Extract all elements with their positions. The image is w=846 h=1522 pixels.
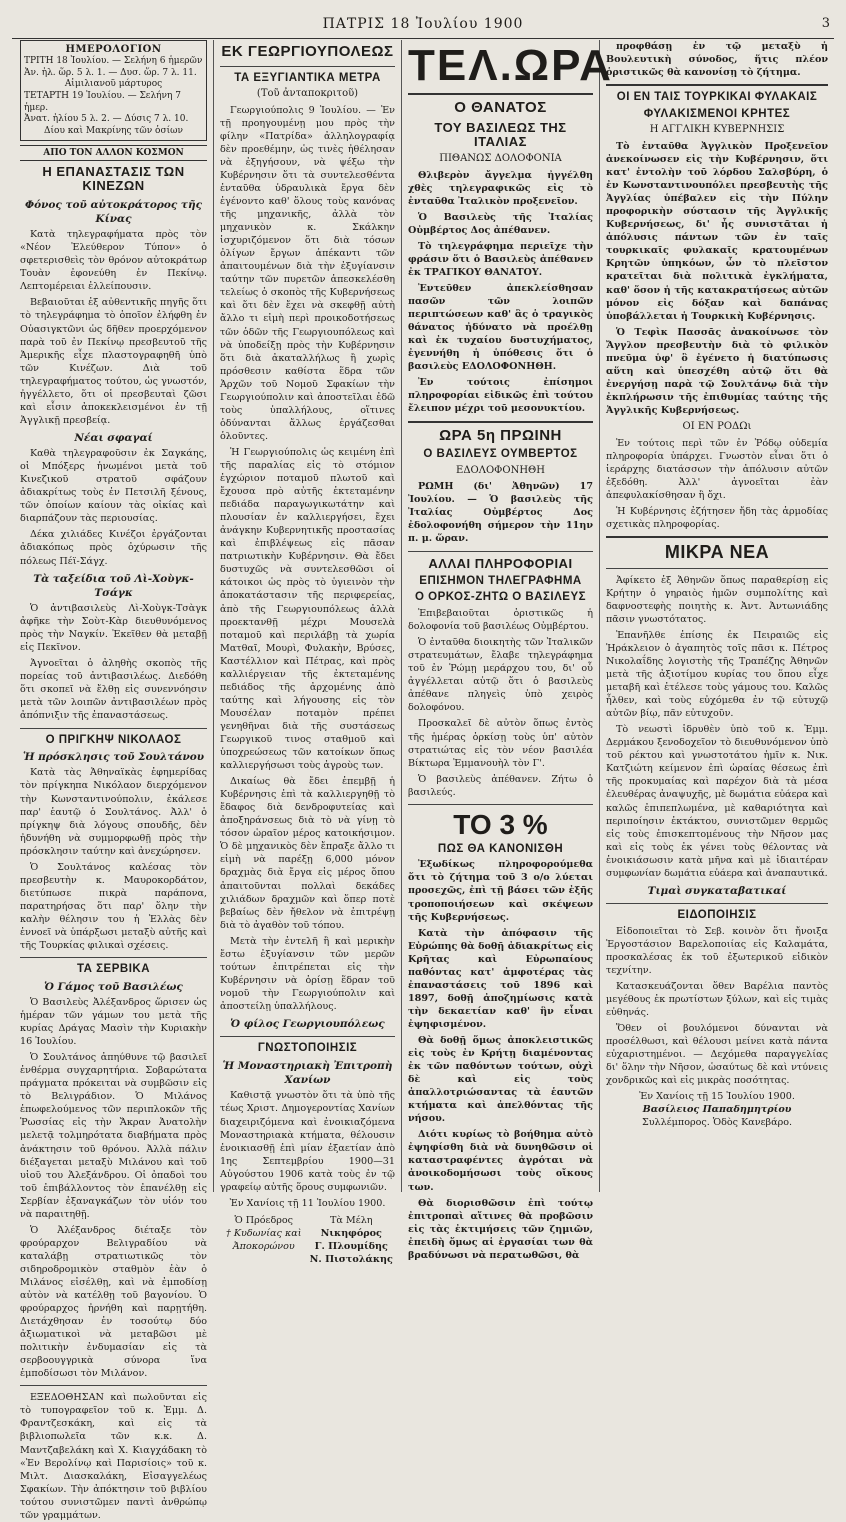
article-paragraph: Ἡ Γεωργιούπολις ὡς κειμένη ἐπὶ τῆς παραλίας εἰς τὸ στόμιον ἐγχώριον ποταμοῦ πλωτοῦ καὶ ἔχουσα πρὸ αὐτῆς ἐκτεταμένην πεδιάδα παραγωγικωτάτην καὶ πλουσίαν ἐν καλλιεργήσει, ἔχει ἀνάγκην Κυβερνητικῆς προστασίας καὶ ἐπιβλέψεως εἰς πᾶσαν πατριωτικὴν Κυβέρνησιν. Θὰ ἔδει δυστυχῶς νὰ συντελεσθῶσι οἱ κάτοικοι ὡς πρὸς τὸ ὑγιεινὸν τὴν ἀποκατάστασιν τῆς περιφερείας, ἀπὸ τῆς Γεωργιουπόλεως ἀλλὰ προεκτανθῇ μέχρι Μουσελὰ ποταμοῦ καὶ περιλάβῃ τὰ χωρία Ματθαῖ, Μουρὶ, Φυλακὴν, Βρύσες, Καστέλλιον καὶ Πέτρας, καὶ πρὸς καλλιέργειαν τῆς ἐκτεταμένης πεδιάδος τῆς ἀρχομένης ἀπὸ ταύτης καὶ λήγουσης εἰς τὸν Μουσέλαν ποταμὸν πρέπει γενηθῆναι διὰ τῆς συστάσεως Γεωργικοῦ τινος σταθμοῦ καὶ ὑποχρεώσεως τῶν κατοίκων ὅπως καλλιεργήσωσι τοὺς ἀγροὺς των. xyxy=(220,446,395,772)
subheading: Νέαι σφαγαί xyxy=(74,431,153,444)
divider xyxy=(20,728,207,729)
member-name: Ν. Πιστολάκης xyxy=(309,1253,393,1265)
headline-georgioupolis: ΕΚ ΓΕΩΡΓΙΟΥΠΟΛΕΩΣ xyxy=(221,43,394,60)
byline: (Τοῦ ἀνταποκριτοῦ) xyxy=(256,88,359,100)
divider xyxy=(20,957,207,958)
headline-last-hour: ΤΕΛ.ΩΡΑ xyxy=(408,41,613,90)
article-paragraph: Κατὰ τὰς Ἀθηναϊκὰς ἐφημερίδας τὸν πρίγκηπα Νικόλαον διερχόμενον τὴν Κωνσταντινούπολιν, ἐκάλεσε παρ' ἑαυτῷ ὁ Σουλτάνος. Ἀλλ' ὁ πρίγκηψ διὰ λόγους σπουδῆς, δὲν ἠδυνήθη νὰ συμμορφωθῇ πρὸς τὴν πρόσκλησιν ταύτην καὶ ἀνεχώρησεν. xyxy=(20,767,207,857)
headline-serbian: ΤΑ ΣΕΡΒΙΚΑ xyxy=(76,963,151,976)
member-name: Νικηφόρος xyxy=(320,1227,382,1239)
article-paragraph: Ὁ Βασιλεὺς τῆς Ἰταλίας Οὐμβέρτος Δος ἀπέθανεν. xyxy=(408,211,593,236)
president-block xyxy=(220,1214,308,1266)
headline-oath: Ο ΟΡΚΟΣ-ΖΗΤΩ Ο ΒΑΣΙΛΕΥΣ xyxy=(414,591,587,604)
article-paragraph: Θὰ διορισθῶσιν ἐπὶ τούτῳ ἐπιτροπαὶ αἵτινες θὰ προβῶσιν εἰς τὰς ἐκτιμήσεις τῶν ζημιῶν, ἐπειδὴ ὅμως αἱ ἐργασίαι των θὰ βραδύνωσι νὰ περατωθῶσι, θὰ xyxy=(408,1197,593,1261)
article-paragraph: Δικαίως θὰ ἔδει ἐπεμβῇ ἡ Κυβέρνησις ἐπὶ τὰ καλλιεργηθῇ τὸ ἔδαφος διὰ δενδροφυτείας καὶ ἀποξηράνσεως διὰ τὸ νὰ γίνῃ τὸ τόσον ὡραῖον μέρος κατοικήσιμον. Ὁ δὲ μηχανικὸς δὲν ἔπραξε ἄλλο τι εἰμὴ νὰ παρέξῃ 6,000 μόνον δραχμὰς διὰ ἔργα εἰς μέρος ὅπου ἀπαιτοῦνται πολλαὶ δεκάδες χιλιάδων δραχμῶν καὶ ὅπερ ποτὲ βεβαίως δὲν ἤθελον νὰ ἐπιτρέψῃ διὰ τὸ ἀγαθὸν τοῦ τόπου. xyxy=(220,776,395,931)
subheading: Τὰ ταξείδια τοῦ Λὶ-Χοὺγκ-Τσάγκ xyxy=(33,572,194,599)
divider xyxy=(606,568,828,569)
calendar-box xyxy=(20,40,207,141)
headline-chinese-revolution: Η ΕΠΑΝΑΣΤΑΣΙΣ ΤΩΝ ΚΙΝΕΖΩΝ xyxy=(42,164,185,194)
article-paragraph: Κατὰ τὴν ἀπόφασιν τῆς Εὐρώπης θὰ δοθῇ ἀδιακρίτως εἰς Κρῆτας καὶ Εὐρωπαίους παθόντας κατ' ἀμφοτέρας τὰς ἐπαναστάσεις τοῦ 1896 καὶ 1897, δοθῇ ἀποζημίωσις κατὰ τὴν δεκαετίαν καθ' ἣν εἶναι ἐψηφισμένον. xyxy=(408,927,593,1030)
column-1 xyxy=(14,40,214,1521)
headline-notification: ΕΙΔΟΠΟΙΗΣΙΣ xyxy=(677,909,757,922)
divider xyxy=(408,804,593,805)
headline-king-italy: ΤΟΥ ΒΑΣΙΛΕΩΣ ΤΗΣ ΙΤΑΛΙΑΣ xyxy=(434,119,567,149)
notice-date: Ἐν Χανίοις τῇ 11 Ἰουλίου 1900. xyxy=(229,1197,386,1209)
headline-cretan-prisoners: ΦΥΛΑΚΙΣΜΕΝΟΙ ΚΡΗΤΕΣ xyxy=(643,107,791,120)
headline-short-news: ΜΙΚΡΑ ΝΕΑ xyxy=(664,541,770,562)
article-paragraph: Ἀφίκετο ἐξ Ἀθηνῶν ὅπως παραθερίσῃ εἰς Κρήτην ὁ γηραιὸς ἡμῶν συμπολίτης καὶ δαφνοστεφὴς ποιητὴς κ. Ἀντ. Ἀντωνιάδης πᾶσιν γνωστότατος. xyxy=(606,574,828,625)
article-paragraph: Ὁ Ἀλέξανδρος διέταξε τὸν φρούραρχον Βελιγραδίου νὰ καταλάβῃ στρατιωτικῶς τὸν σιδηροδρομικὸν σταθμὸν ἐὰν ὁ Μιλάνος εἰσέλθῃ, καὶ νὰ ἐμποδίσῃ αὐτὸν νὰ κατέλθῃ τοῦ βαγονίου. Ὁ φρούραρχος ἠρνήθη καὶ παρῃτήθη. Διετάχθησαν ἐν τοσούτῳ δύο ἀξιωματικοὶ νὰ μεταβῶσι μὲ πολιτικὴν ἐνδυμασίαν εἰς τὰ σερβοουγγρικὰ σύνορα ἵνα ἐμποδίσωσι τὸν Μιλάνον. xyxy=(20,1224,207,1380)
article-paragraph: Ἡ Κυβέρνησις ἐζήτησεν ἤδη τὰς ἁρμοδίας σχετικὰς πληροφορίας. xyxy=(606,505,828,530)
article-paragraph: Ὅθεν οἱ βουλόμενοι δύνανται νὰ προσέλθωσι, καὶ θέλουσι μείνει κατὰ πάντα εὐχαριστημένοι. — Δεχόμεθα παραγγελίας δι' ὅλην τὴν Νῆσον, ὡσαύτως δὲ καὶ ντύνεις χονδρικῶς καὶ εἰς μικρὰς ποσότητας. xyxy=(606,1023,828,1087)
article-paragraph: Τὸ ἐνταῦθα Ἀγγλικὸν Προξενεῖον ἀνεκοίνωσεν εἰς τὴν Κυβέρνησιν, ὅτι κατ' ἐντολὴν τοῦ λόρδου Σαλσβύρη, ὁ ἐν Κωνσταντινουπόλει πρεσβευτὴς τῆς Ἀγγλίας ὑπέβαλεν εἰς τὴν Πύλην προφορικὴν σύστασιν τῆς Ἀγγλικῆς Κυβερνήσεως, δι' ἧς συνιστᾶται ἡ ἀπόλυσις πάντων τῶν ἐν ταῖς τουρκικαῖς φυλακαῖς κρατουμένων Κρητῶν ὑπηκόων, ὧν τὸ πλεῖστον κρατεῖται διὰ πολιτικὰ ἐγκλήματα, καθ' ὅσον ἡ τῆς κατακρατήσεως αὐτῶν μόνον εἰς δόξαν καὶ δαπάνας ὑποβάλλεται ἡ Τουρκικὴ Κυβέρνησις. xyxy=(606,141,828,322)
article-paragraph: Ὁ Τεφὶκ Πασσᾶς ἀνακοίνωσε τὸν Ἄγγλον πρεσβευτὴν διὰ τὸ φιλικὸν πνεῦμα ὑφ' ὃ ἐγένετο ἡ διατύπωσις αὕτη καὶ ὑπεσχέθη αὐτῷ ὅτι θὰ ἐνεργήσῃ παρὰ τῷ Σουλτάνῳ διὰ τὴν ἐκπλήρωσιν τῆς ἐπιθυμίας ταύτης τῆς Ἀγγλικῆς Κυβερνήσεως. xyxy=(606,326,828,416)
article-paragraph: Ἐν τούτοις περὶ τῶν ἐν Ῥόδῳ οὐδεμία πληροφορία ὑπάρχει. Γνωστὸν εἶναι ὅτι ὁ ἱεράρχης διατάσσων τὴν ἀπόλυσιν αὐτῶν ἐξεδόθη. Ἀλλ' ἀγνοεῖται ἐὰν ἀπεφυλακίσθησαν ἢ ὄχι. xyxy=(606,437,828,501)
masthead-title: ΠΑΤΡΙΣ 18 Ἰουλίου 1900 xyxy=(322,16,524,32)
headline-other-info: ΑΛΛΑΙ ΠΛΗΡΟΦΟΡΙΑΙ xyxy=(428,555,573,571)
member-name: Γ. Πλουμίδης xyxy=(314,1240,388,1252)
headline-sanitation-measures: ΤΑ ΕΞΥΓΙΑΝΤΙΚΑ ΜΕΤΡΑ xyxy=(234,71,381,84)
article-paragraph: Ὁ Βασιλεὺς Ἀλέξανδρος ὥρισεν ὡς ἡμέραν τῶν γάμων του μετὰ τῆς κυρίας Δράγας Μασὶν τὴν Κυριακὴν 16 Ἰουλίου. xyxy=(20,996,207,1048)
subheading: Ἡ πρόσκλησις τοῦ Σουλτάνου xyxy=(22,751,205,764)
headline-prince-nicholas: Ο ΠΡΙΓΚΗΨ ΝΙΚΟΛΑΟΣ xyxy=(45,733,182,746)
headline-how-settled: ΠΩΣ ΘΑ ΚΑΝΟΝΙΣΘΗ xyxy=(437,842,564,855)
divider xyxy=(408,421,593,423)
article-paragraph: Εἰδοποιεῖται τὸ Σεβ. κοινὸν ὅτι ἤνοιξα Ἐργοστάσιον Βαρελοποιίας εἰς Καλαμάτα, προσκαλέσας ἐκ τοῦ ἐξωτερικοῦ εἰδικὸν τεχνίτην. xyxy=(606,925,828,976)
columns xyxy=(14,40,834,1521)
divider xyxy=(606,536,828,538)
president-name: † Κυδωνίας καὶ Ἀποκορώνου xyxy=(226,1227,302,1252)
signature: Ὁ φίλος Γεωργιουπόλεως xyxy=(230,1017,385,1030)
article-paragraph: Ἀγνοεῖται ὁ ἀληθὴς σκοπὸς τῆς πορείας τοῦ ἀντιβασιλέως. Διεδόθη ὅτι σκοπεῖ νὰ ἔλθῃ εἰς συνεννόησιν μετὰ τῶν λοιπῶν ἀντιβασιλέων πρὸς ἀπόπνιξιν τῆς ἐπαναστάσεως. xyxy=(20,658,207,722)
headline-3-percent: ΤΟ 3 % xyxy=(453,808,548,840)
divider xyxy=(220,66,395,67)
divider xyxy=(606,903,828,904)
divider xyxy=(606,84,828,86)
article-paragraph: Ἐπανῆλθε ἐπίσης ἐκ Πειραιῶς εἰς Ἡράκλειον ὁ ἀγαπητὸς τοῖς πᾶσι κ. Πέτρος Νικολαΐδης λογιστὴς τῆς Τραπέζης Ἀθηνῶν μετὰ τῆς ἀξιοτίμου κυρίας του ὅπου εἶχε μεταβῆ καὶ ἐτέλεσε τοὺς γάμους του. Καλῶς ἦλθεν, καὶ τοὺς εὐχόμεθα ἐν τῷ εὐτυχῷ αὐτῶν βίῳ, πᾶν εὐτυχοῦν. xyxy=(606,629,828,720)
article-paragraph: Διότι κυρίως τὸ βοήθημα αὐτὸ ἐψηφίσθη διὰ νὰ δυνηθῶσιν οἱ καταστραφέντες ἀγρόται νὰ ἀνοικοδομήσωσι τοὺς οἴκους των. xyxy=(408,1129,593,1193)
calendar-line: ΤΕΤΑΡΤΗ 19 Ἰουλίου. — Σελήνη 7 ἡμερ. xyxy=(24,91,182,113)
calendar-line: Ἀνατ. ἡλίου 5 λ. 2. — Δύσις 7 λ. 10. xyxy=(24,114,189,125)
members-label: Τὰ Μέλη xyxy=(329,1214,373,1226)
calendar-line: Ἀν. ἡλ. ὥρ. 5 λ. 1. — Δυσ. ὥρ. 7 λ. 11. xyxy=(24,67,197,78)
subheading: ΕΔΟΛΟΦΟΝΗΘΗ xyxy=(456,464,545,476)
article-paragraph: Κατὰ τηλεγραφήματα πρὸς τὸν «Νέον Ἐλεύθερον Τύπον» ὁ σφετερισθεὶς τὸν θρόνον αὐτοκράτωρ Τουὰν ἐφονεύθη ἐν Πεκίνῳ. Λεπτομέρειαι ἐλλείπουσιν. xyxy=(20,229,207,293)
article-paragraph: Καθιστᾷ γνωστὸν ὅτι τὰ ὑπὸ τῆς τέως Χριστ. Δημογεροντίας Χανίων διαχειριζόμενα καὶ ἐνοικιαζόμενα Μοναστηριακὰ κτήματα, θέλουσιν ἐνοικιασθῇ ἐπὶ μίαν ἐξαετίαν ἀπὸ 1ης Σεπτεμβρίου 1900—31 Αὐγούστου 1906 κατὰ τοὺς ἐν τῷ γραφείῳ αὐτῆς ὅρους συμφωνιῶν. xyxy=(220,1090,395,1193)
headline-king-umberto: Ο ΒΑΣΙΛΕΥΣ ΟΥΜΒΕΡΤΟΣ xyxy=(423,448,578,461)
article-paragraph: προφθάσῃ ἐν τῷ μεταξὺ ἡ Βουλευτικὴ σύνοδος, ἥτις πλέον ὁριστικῶς θὰ κανονίσῃ τὸ ζήτημα. xyxy=(606,41,828,79)
divider xyxy=(408,551,593,552)
article-paragraph: Γεωργιούπολις 9 Ἰουλίου. — Ἐν τῇ προηγουμένῃ μου πρὸς τὴν φίλην «Πατρίδα» ἀλληλογραφίᾳ δὲν προεθέμην, ὡς τινὲς ἠθέλησαν νὰ ἐξηγήσουν, νὰ ψέξω τὴν Κυβέρνησιν ὅτι τὰ συντελεσθέντα ἐνταῦθα ὑδραυλικὰ ἔργα δὲν ἐγένοντο καθ' ὅλους τοὺς κανόνας τῆς μηχανικῆς, ἀλλὰ τὸν μηχανικὸν κ. Σκάλκην ἰσχυριζόμενον ὅτι διὰ τόσων ὀλίγων ἔργων ἀπέκαντι τῶν ἀπαιτουμένων διὰ τὴν ἐξυγίανσιν ταύτην τῶν πυρετῶν ἀπεσκελέσθη τελείως ὁ σκοπὸς τῆς Κυβερνήσεως καὶ ὅτι δὲν ἔχει νὰ σκεφθῇ αὐτὴ ἄλλο τι εἰμὴ περὶ προικοδοτήσεως τῶν ὁδῶν τῆς Γεωργιουπόλεως καὶ νὰ ὑποδείξῃ πρὸς τὴν Κυβέρνησιν ὅτι διὰ ἀκαταλλήλως ἢ χωρὶς πρόσθεσιν καθίστα ἕδρα τῶν Ἀρχῶν τοῦ Νομοῦ Σφακίων τὴν Γεωργιούπολιν καὶ ἀποστεῖλαι ἐδῶ τοὺς ὑπαλλήλους, οἵτινες ὁδύνανται ἄλλως ἐργάζεσθαι ὁλοῦντες. xyxy=(220,104,395,442)
article-paragraph: Ὁ Σουλτάνος καλέσας τὸν πρεσβευτὴν κ. Μαυροκορδάτον, διετύπωσε πικρὰ παράπονα, παρατηρήσας ὅτι παρ' ὅλην τὴν καλὴν θέλησιν του ἡ Ἑλλὰς δὲν ἐννοεῖ νὰ ὑπάρξωσι μεταξὺ αὐτῆς καὶ τῆς Τουρκίας φιλικαὶ σχέσεις. xyxy=(20,861,207,952)
subheading: ΟΙ ΕΝ ΡΟΔΩι xyxy=(682,421,752,432)
article-paragraph: Θὰ δοθῇ ὅμως ἀποκλειστικῶς εἰς τοὺς ἐν Κρήτῃ διαμένοντας ἐκ τῶν παθόντων τούτων, οὐχὶ δὲ καὶ εἰς τοὺς ἀπαλλοτριώσαντας τὰ ἑαυτῶν κτήματα καὶ ἀπελθόντας τῆς νήσου. xyxy=(408,1034,593,1125)
headline-death: Ο ΘΑΝΑΤΟΣ xyxy=(454,99,547,116)
column-4 xyxy=(600,40,834,1192)
subheading: Ὁ Γάμος τοῦ Βασιλέως xyxy=(44,980,183,993)
divider xyxy=(408,93,593,95)
article-paragraph: Προσκαλεῖ δὲ αὐτὸν ὅπως ἐντὸς τῆς ἡμέρας ὁρκίσῃ τοὺς ὑπ' αὐτὸν στρατιώτας εἰς τὸν νέον βασιλέα Βίκτωρα Ἐμμανουὴλ τὸν Γ'. xyxy=(408,718,593,769)
headline-official-telegram: ΕΠΙΣΗΜΟΝ ΤΗΛΕΓΡΑΦΗΜΑ xyxy=(419,574,582,587)
column-2 xyxy=(214,40,402,1265)
book-announcement: ΕΞΕΔΟΘΗΣΑΝ καὶ πωλοῦνται εἰς τὸ τυπογραφεῖον τοῦ κ. Ἐμμ. Δ. Φραντζεσκάκη, καὶ εἰς τὰ βιβλιοπωλεῖα τῶν κ.κ. Δ. Μαντζαβελάκη καὶ Χ. Κιαγχάδακη τὸ «Ἐν Βερολίνῳ καὶ Παρισίοις» τοῦ κ. Μιλτ. Διασκαλάκη, Εἰσαγγελέως Σφακίων. Τὴν ἀπόκτησιν τοῦ βιβλίου τούτου συνιστῶμεν παντὶ ἀνθρώπῳ τῶν γραμμάτων. xyxy=(20,1392,207,1521)
signature: Βασίλειος Παπαδημητρίου xyxy=(642,1104,792,1116)
subheading: Φόνος τοῦ αὐτοκράτορος τῆς Κίνας xyxy=(24,198,203,225)
headline-notice: ΓΝΩΣΤΟΠΟΙΗΣΙΣ xyxy=(257,1042,358,1055)
article-paragraph: Ὁ βασιλεὺς ἀπέθανεν. Ζήτω ὁ βασιλεύς. xyxy=(408,773,593,798)
headline-turkish-prisons: ΟΙ ΕΝ ΤΑΙΣ ΤΟΥΡΚΙΚΑΙ ΦΥΛΑΚΑΙΣ xyxy=(616,91,818,104)
divider xyxy=(220,1036,395,1037)
article-paragraph: Ἐπιβεβαιοῦται ὁριστικῶς ἡ δολοφονία τοῦ βασιλέως Οὐμβέρτου. xyxy=(408,608,593,633)
subheading: Η ΑΓΓΛΙΚΗ ΚΥΒΕΡΝΗΣΙΣ xyxy=(649,124,785,136)
subheading: Ἡ Μοναστηριακὴ Ἐπιτροπὴ Χανίων xyxy=(222,1059,393,1087)
calendar-line: Αἰμιλιανοῦ μάρτυρος xyxy=(64,79,163,90)
article-paragraph: Βεβαιοῦται ἐξ αὐθεντικῆς πηγῆς ὅτι τὸ τηλεγράφημα τὸ ὁποῖον ἐλήφθη ἐν Οὐασιγκτῶνι ὡς δῆθεν προερχόμενον παρὰ τοῦ ἐν Πεκίνῳ πρεσβευτοῦ τῆς Ἀμερικῆς εἶχε πλαστογραφηθῆ ὑπὸ τῶν Κινέζων. Διὰ τοῦ τηλεγραφήματος τούτου, ὡς γνωστόν, ἠγγέλλετο, ὅτι οἱ πρεσβευταὶ ζῶσι καὶ εἶσιν ἀποκεκλεισμένοι ἐν τῇ Ἀγγλικῇ πρεσβείᾳ. xyxy=(20,297,207,426)
calendar-line: Δίου καὶ Μακρίνης τῶν ὁσίων xyxy=(44,126,183,137)
prices-note: Τιμαὶ συγκαταβατικαί xyxy=(647,884,787,897)
article-paragraph: Ἐντεῦθεν ἀπεκλείσθησαν πασῶν τῶν λοιπῶν περιπτώσεων καθ' ἃς ὁ τραγικὸς θάνατος ἠδύνατο νὰ προέλθῃ καὶ ἐκ τυχαίου δυστυχήματος, ἐγεννήθη ἡ ὑπόθεσις ὅτι ὁ βασιλεὺς ΕΔΟΛΟΦΟΝΗΘΗ. xyxy=(408,283,593,373)
calendar-line: ΤΡΙΤΗ 18 Ἰουλίου. — Σελήνη 6 ἡμερῶν xyxy=(24,56,203,66)
article-paragraph: Καθὰ τηλεγραφοῦσιν ἐκ Σαγκάης, οἱ Μπόξερς ἡνωμένοι μετὰ τοῦ Κινεζικοῦ στρατοῦ σφάζουν ἀδιακρίτως τοὺς ἐν Πετσιλῆ ξένους, τῶν ὁποίων καίουν τὰς οἰκίας καὶ διαρπάζουν τὰς περιουσίας. xyxy=(20,448,207,525)
article-paragraph: Τὸ τηλεγράφημα περιεῖχε τὴν φράσιν ὅτι ὁ Βασιλεὺς ἀπέθανεν ἐκ ΤΡΑΓΙΚΟΥ ΘΑΝΑΤΟΥ. xyxy=(408,240,593,279)
subheading: ΠΙΘΑΝΩΣ ΔΟΛΟΦΟΝΙΑ xyxy=(439,153,562,165)
article-paragraph: Κατασκευάζονται ὅθεν Βαρέλια παντὸς μεγέθους ἐκ πρωτίστων ξύλων, καὶ εἰς τιμὰς εὐθηνάς. xyxy=(606,980,828,1018)
calendar-title: ΗΜΕΡΟΛΟΓΙΟΝ xyxy=(65,44,162,55)
article-paragraph: ΡΩΜΗ (δι' Ἀθηνῶν) 17 Ἰουλίου. — Ὁ βασιλεὺς τῆς Ἰταλίας Οὐμβέρτος Δος ἐδολοφονήθη σήμερον τὴν 11ην π. μ. ὥραν. xyxy=(408,481,593,545)
article-paragraph: Δέκα χιλιάδες Κινέζοι ἐργάζονται ἀδιακόπως πρὸς ὀχύρωσιν τῆς πόλεως Πέϊ-Σάγχ. xyxy=(20,529,207,567)
signature-subline: Συλλέμπορος. Ὁδὸς Κανεβάρο. xyxy=(641,1117,793,1129)
members-block xyxy=(308,1214,396,1266)
article-paragraph: Ὁ Σουλτάνος ἀπηύθυνε τῷ βασιλεῖ ἐνθέρμα συγχαρητήρια. Σοβαρώτατα πράγματα πρόκειται νὰ συμβῶσιν εἰς τὸ Βελιγράδιον. Ὁ Μιλάνος ἐπωφελούμενος τῶν περιπλοκῶν τῆς Ῥωσσίας εἰς τὴν Ἄκραν Ἀνατολὴν μελετᾷ τολμηρότατα διαβήματα πρὸς ἀνάκτησιν τοῦ θρόνου. Ἀλλὰ πάλιν διέξαγεται μεταξὺ Μιλάνου καὶ τοῦ υἱοῦ του Ἀλεξάνδρου. Οἱ ὀπαδοὶ του τοῦ ἐπιβάλλοντος τὸν ἐπανέλθῃ εἰς Σερβίαν ἐξαναγκάζων τὸν υἱόν του νὰ παραιτηθῇ. xyxy=(20,1052,207,1220)
section-strip: ΑΠΟ ΤΟΝ ΑΛΛΟΝ ΚΟΣΜΟΝ xyxy=(20,145,207,161)
notice-date: Ἐν Χανίοις τῇ 15 Ἰουλίου 1900. xyxy=(639,1091,795,1103)
article-paragraph: Τὸ νεωστὶ ἱδρυθὲν ὑπὸ τοῦ κ. Ἐμμ. Δερμάκου ξενοδοχεῖον τὸ διευθυνόμενον ὑπὸ τοῦ ρέκτου καὶ γνωστοτάτου ἡμῖν κ. Νικ. Κατζιώτη κείμενον ἐπὶ ὡραίας θέσεως ἐπὶ τῆς προκυμαίας καὶ παρέχον διὰ τὰ μέσα ἐλευθέρας ἀναψυχῆς, μὲ δωμάτια εὐάερα καὶ καλῶς ἐπιπεπλωμένα, μὲ καθαριότητα καὶ περιποίησιν ἐκτάκτου, συνιστῶμεν θερμῶς εἰς τοὺς ἐπισκεπτομένους τὴν Νῆσον μας καὶ εἰς τοὺς ἐκ γένει τοὺς θέλοντας νὰ ἐνοικιάσωσιν κατὰ μῆνα καὶ μὲ ἰδιαιτέραν συμφωνίαν δωμάτια εὐάερα καὶ ἀναπαυτικά. xyxy=(606,724,828,879)
article-paragraph: Ὁ ἐνταῦθα διοικητὴς τῶν Ἰταλικῶν στρατευμάτων, ἔλαβε τηλεγράφημα τοῦ ἐν Ῥώμῃ μεράρχου του, δι' οὗ ἀγγέλλεται αὐτῷ ὅτι ὁ βασιλεὺς ἀπέθανε πληγεὶς ὑπὸ χειρὸς δολοφόνου. xyxy=(408,637,593,714)
headline-5am: ΩΡΑ 5η ΠΡΩΙΝΗ xyxy=(439,426,562,444)
divider xyxy=(20,1385,207,1386)
page-number: 3 xyxy=(821,16,830,31)
article-paragraph: Θλιβερὸν ἄγγελμα ἠγγέλθη χθὲς τηλεγραφικῶς εἰς τὸ ἐνταῦθα Ἰταλικὸν προξενεῖον. xyxy=(408,169,593,207)
signature-block xyxy=(220,1214,395,1266)
article-paragraph: Ὁ ἀντιβασιλεὺς Λὶ-Χοὺγκ-Τσὰγκ ἀφῆκε τὴν Σοὺτ-Κὰρ διευθυνόμενος πρὸς τὴν Ναγκίν. Ἐκεῖθεν θὰ μεταβῇ εἰς Πεκῖνον. xyxy=(20,603,207,654)
masthead xyxy=(12,10,834,39)
article-paragraph: Ἐν τούτοις ἐπίσημοι πληροφορίαι εἰδικῶς ἐπὶ τούτου ἔλειπον μέχρι τοῦ μεσονυκτίου. xyxy=(408,377,593,415)
article-paragraph: Ἐξωδίκως πληροφορούμεθα ὅτι τὸ ζήτημα τοῦ 3 ο/ο λύεται προσεχῶς, ἐπὶ τῇ βάσει τῶν ἐξῆς τροποποιήσεων καὶ σκέψεων τῆς Κυβερνήσεως. xyxy=(408,859,593,923)
president-label: Ὁ Πρόεδρος xyxy=(234,1214,294,1226)
article-paragraph: Μετὰ τὴν ἐντελῆ ἢ καὶ μερικὴν ἔστω ἐξυγίανσιν τῶν μερῶν τούτων ἐπιτρέπεται εἰς τὴν Κυβέρνησιν νὰ ὁρίσῃ ἕδραν τοῦ νομοῦ τὴν Γεωργιούπολιν καὶ ἀποστείλῃ ὑπαλλήλους. xyxy=(220,935,395,1012)
column-3 xyxy=(402,40,613,1261)
